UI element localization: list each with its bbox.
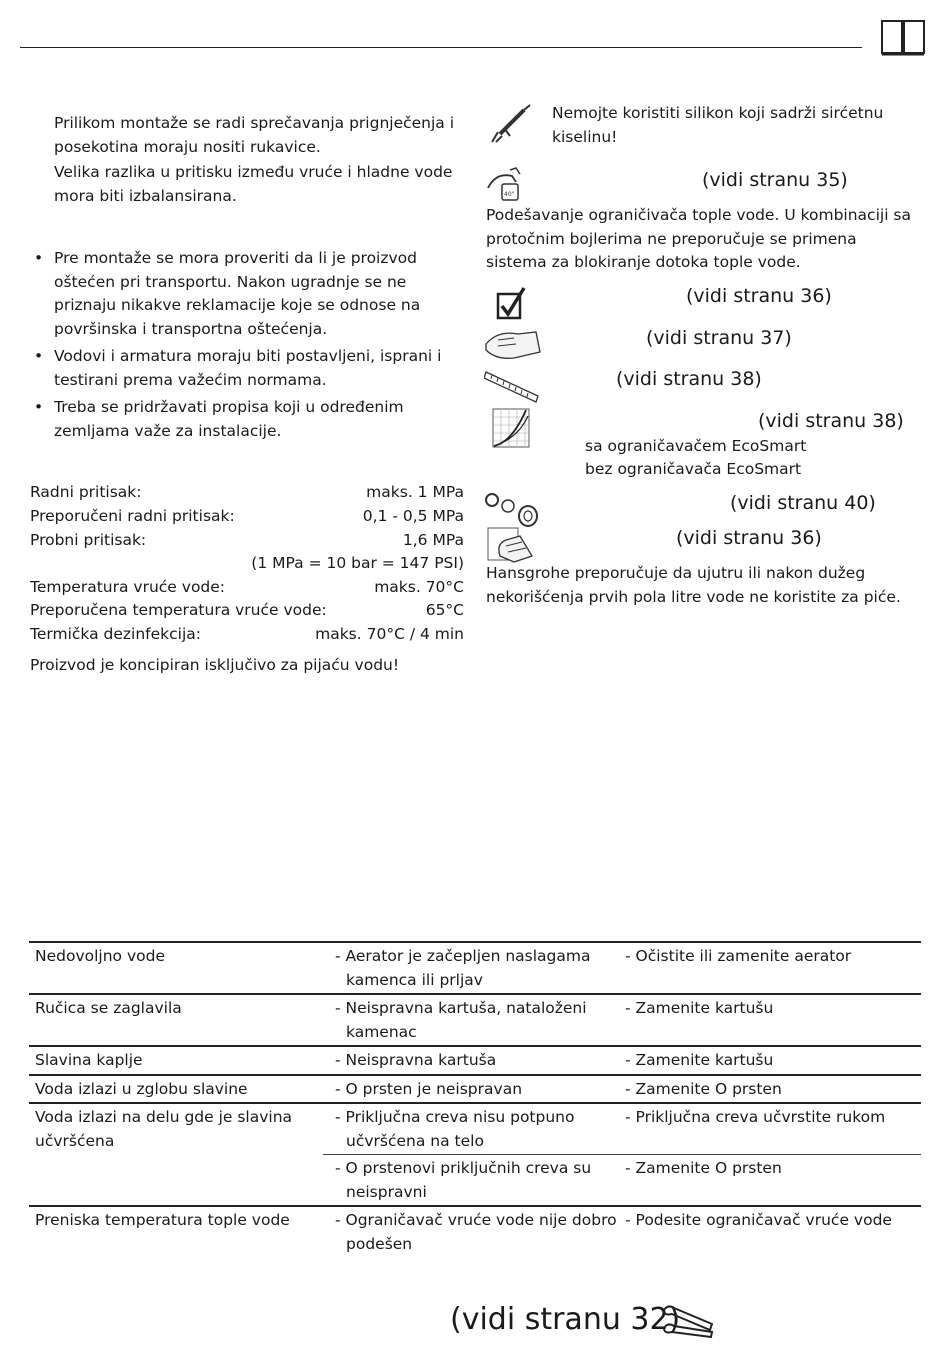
ref-page-32: (vidi stranu 32) (450, 1302, 681, 1337)
problem-cell: Voda izlazi na delu gde je slavina učvršćena (29, 1103, 323, 1155)
spec-row (30, 599, 464, 623)
spec-label: Termička dezinfekcija: (30, 625, 201, 643)
spec-row (30, 481, 464, 505)
problem-cell: Nedovoljno vode (29, 942, 323, 994)
spec-label: Temperatura vruće vode: (30, 578, 226, 596)
gloves-note: Prilikom montaže se radi sprečavanja prignječenja i posekotina moraju nositi rukavice. (54, 114, 455, 156)
silicone-note: Nemojte koristiti silikon koji sadrži sirćetnu kiselinu! (552, 104, 884, 146)
silicone-gun-icon (490, 104, 532, 144)
problem-cell: Voda izlazi u zglobu slavine (29, 1075, 323, 1104)
spec-value: 1,6 MPa (402, 531, 464, 549)
cause-cell: - Aerator je začepljen naslagama kamenca ili prljav (335, 947, 591, 989)
remedy-cell: - Očistite ili zamenite aerator (625, 947, 852, 965)
checkbox-icon (496, 286, 526, 320)
remedy-cell: - Podesite ograničavač vruće vode (625, 1211, 892, 1229)
svg-text:40°: 40° (504, 191, 515, 198)
bullet-item: • Pre montaže se mora proveriti da li je proizvod oštećen pri transportu. Nakon ugradnje se ne priznaju nikakve reklamacije koje se odnose na površinska i transportna oštećenja. (30, 247, 460, 341)
troubleshooting-table (29, 941, 921, 1257)
problem-cell: Ručica se zaglavila (29, 994, 323, 1046)
cause-cell: - Ograničavač vruće vode nije dobro podešen (335, 1211, 617, 1253)
cause-cell: - O prsten je neispravan (335, 1079, 523, 1098)
flow-diagram-icon (492, 408, 530, 448)
ref-page-38a: (vidi stranu 38) (616, 368, 762, 390)
spec-row (30, 505, 464, 529)
table-row (29, 1075, 921, 1104)
hansgrohe-note: Hansgrohe preporučuje da ujutru ili nakon dužeg nekorišćenja prvih pola litre vode ne koristite za piće. (486, 564, 901, 606)
open-book-icon (881, 20, 925, 56)
spec-value: maks. 1 MPa (366, 483, 464, 501)
table-row (29, 1155, 921, 1207)
handle-hand-icon (486, 526, 536, 564)
ref-page-37: (vidi stranu 37) (646, 327, 792, 349)
spec-label: Preporučeni radni pritisak: (30, 507, 235, 525)
cause-cell: - O prstenovi priključnih creva su neispravni (335, 1159, 592, 1201)
drinking-water-note: Proizvod je koncipiran isključivo za pijaću vodu! (30, 656, 400, 674)
remedy-cell: - Priključna creva učvrstite rukom (625, 1108, 886, 1126)
cause-cell: - Neispravna kartuša, nataloženi kamenac (335, 999, 587, 1041)
wrench-icon (660, 1302, 716, 1338)
spec-value: maks. 70°C (374, 578, 464, 596)
bullet-item: • Treba se pridržavati propisa koji u određenim zemljama važe za instalacije. (30, 396, 460, 443)
installation-bullets (30, 247, 460, 447)
ecosmart-with-label: sa ograničavačem EcoSmart (585, 437, 807, 455)
spec-row (30, 623, 464, 647)
ecosmart-without-label: bez ograničavača EcoSmart (585, 460, 802, 478)
table-row (29, 1046, 921, 1075)
spec-label: Preporučena temperatura vruće vode: (30, 601, 327, 619)
spec-label: Radni pritisak: (30, 483, 142, 501)
spec-value: maks. 70°C / 4 min (315, 625, 464, 643)
remedy-cell: - Zamenite kartušu (625, 1051, 774, 1069)
spec-value: 0,1 - 0,5 MPa (362, 507, 464, 525)
table-row (29, 1206, 921, 1257)
problem-cell: Preniska temperatura tople vode (29, 1206, 323, 1257)
problem-cell: Slavina kaplje (29, 1046, 323, 1075)
ref-page-36b: (vidi stranu 36) (676, 527, 822, 549)
table-row (29, 994, 921, 1046)
spec-row (30, 529, 464, 553)
dimensions-ruler-icon (484, 366, 540, 404)
spare-parts-icon (484, 490, 542, 528)
problem-cell (29, 1155, 323, 1207)
table-row (29, 1103, 921, 1155)
cause-cell: - Priključna creva nisu potpuno učvršćena na telo (335, 1108, 575, 1150)
spec-value: (1 MPa = 10 bar = 147 PSI) (251, 554, 464, 572)
table-row (29, 942, 921, 994)
cleaning-hand-icon (484, 326, 542, 362)
pressure-note: Velika razlika u pritisku između vruće i hladne vode mora biti izbalansirana. (54, 163, 453, 205)
header-rule (20, 47, 862, 48)
temperature-adjust-icon (486, 166, 532, 204)
ref-page-40: (vidi stranu 40) (730, 492, 876, 514)
ref-page-38b: (vidi stranu 38) (758, 410, 904, 432)
hot-water-limiter-note: Podešavanje ograničivača tople vode. U kombinaciji sa protočnim bojlerima ne preporučuje se primena sistema za blokiranje dotoka tople vode. (486, 206, 912, 271)
spec-row (30, 576, 464, 600)
cause-cell: - Neispravna kartuša (335, 1051, 497, 1069)
spec-value: 65°C (425, 601, 464, 619)
remedy-cell: - Zamenite O prsten (625, 1079, 782, 1098)
bullet-item: • Vodovi i armatura moraju biti postavljeni, isprani i testirani prema važećim normama. (30, 345, 460, 392)
ref-page-36a: (vidi stranu 36) (686, 285, 832, 307)
remedy-cell: - Zamenite kartušu (625, 999, 774, 1017)
spec-label: Probni pritisak: (30, 531, 147, 549)
remedy-cell: - Zamenite O prsten (625, 1159, 782, 1177)
ref-page-35: (vidi stranu 35) (702, 169, 848, 191)
